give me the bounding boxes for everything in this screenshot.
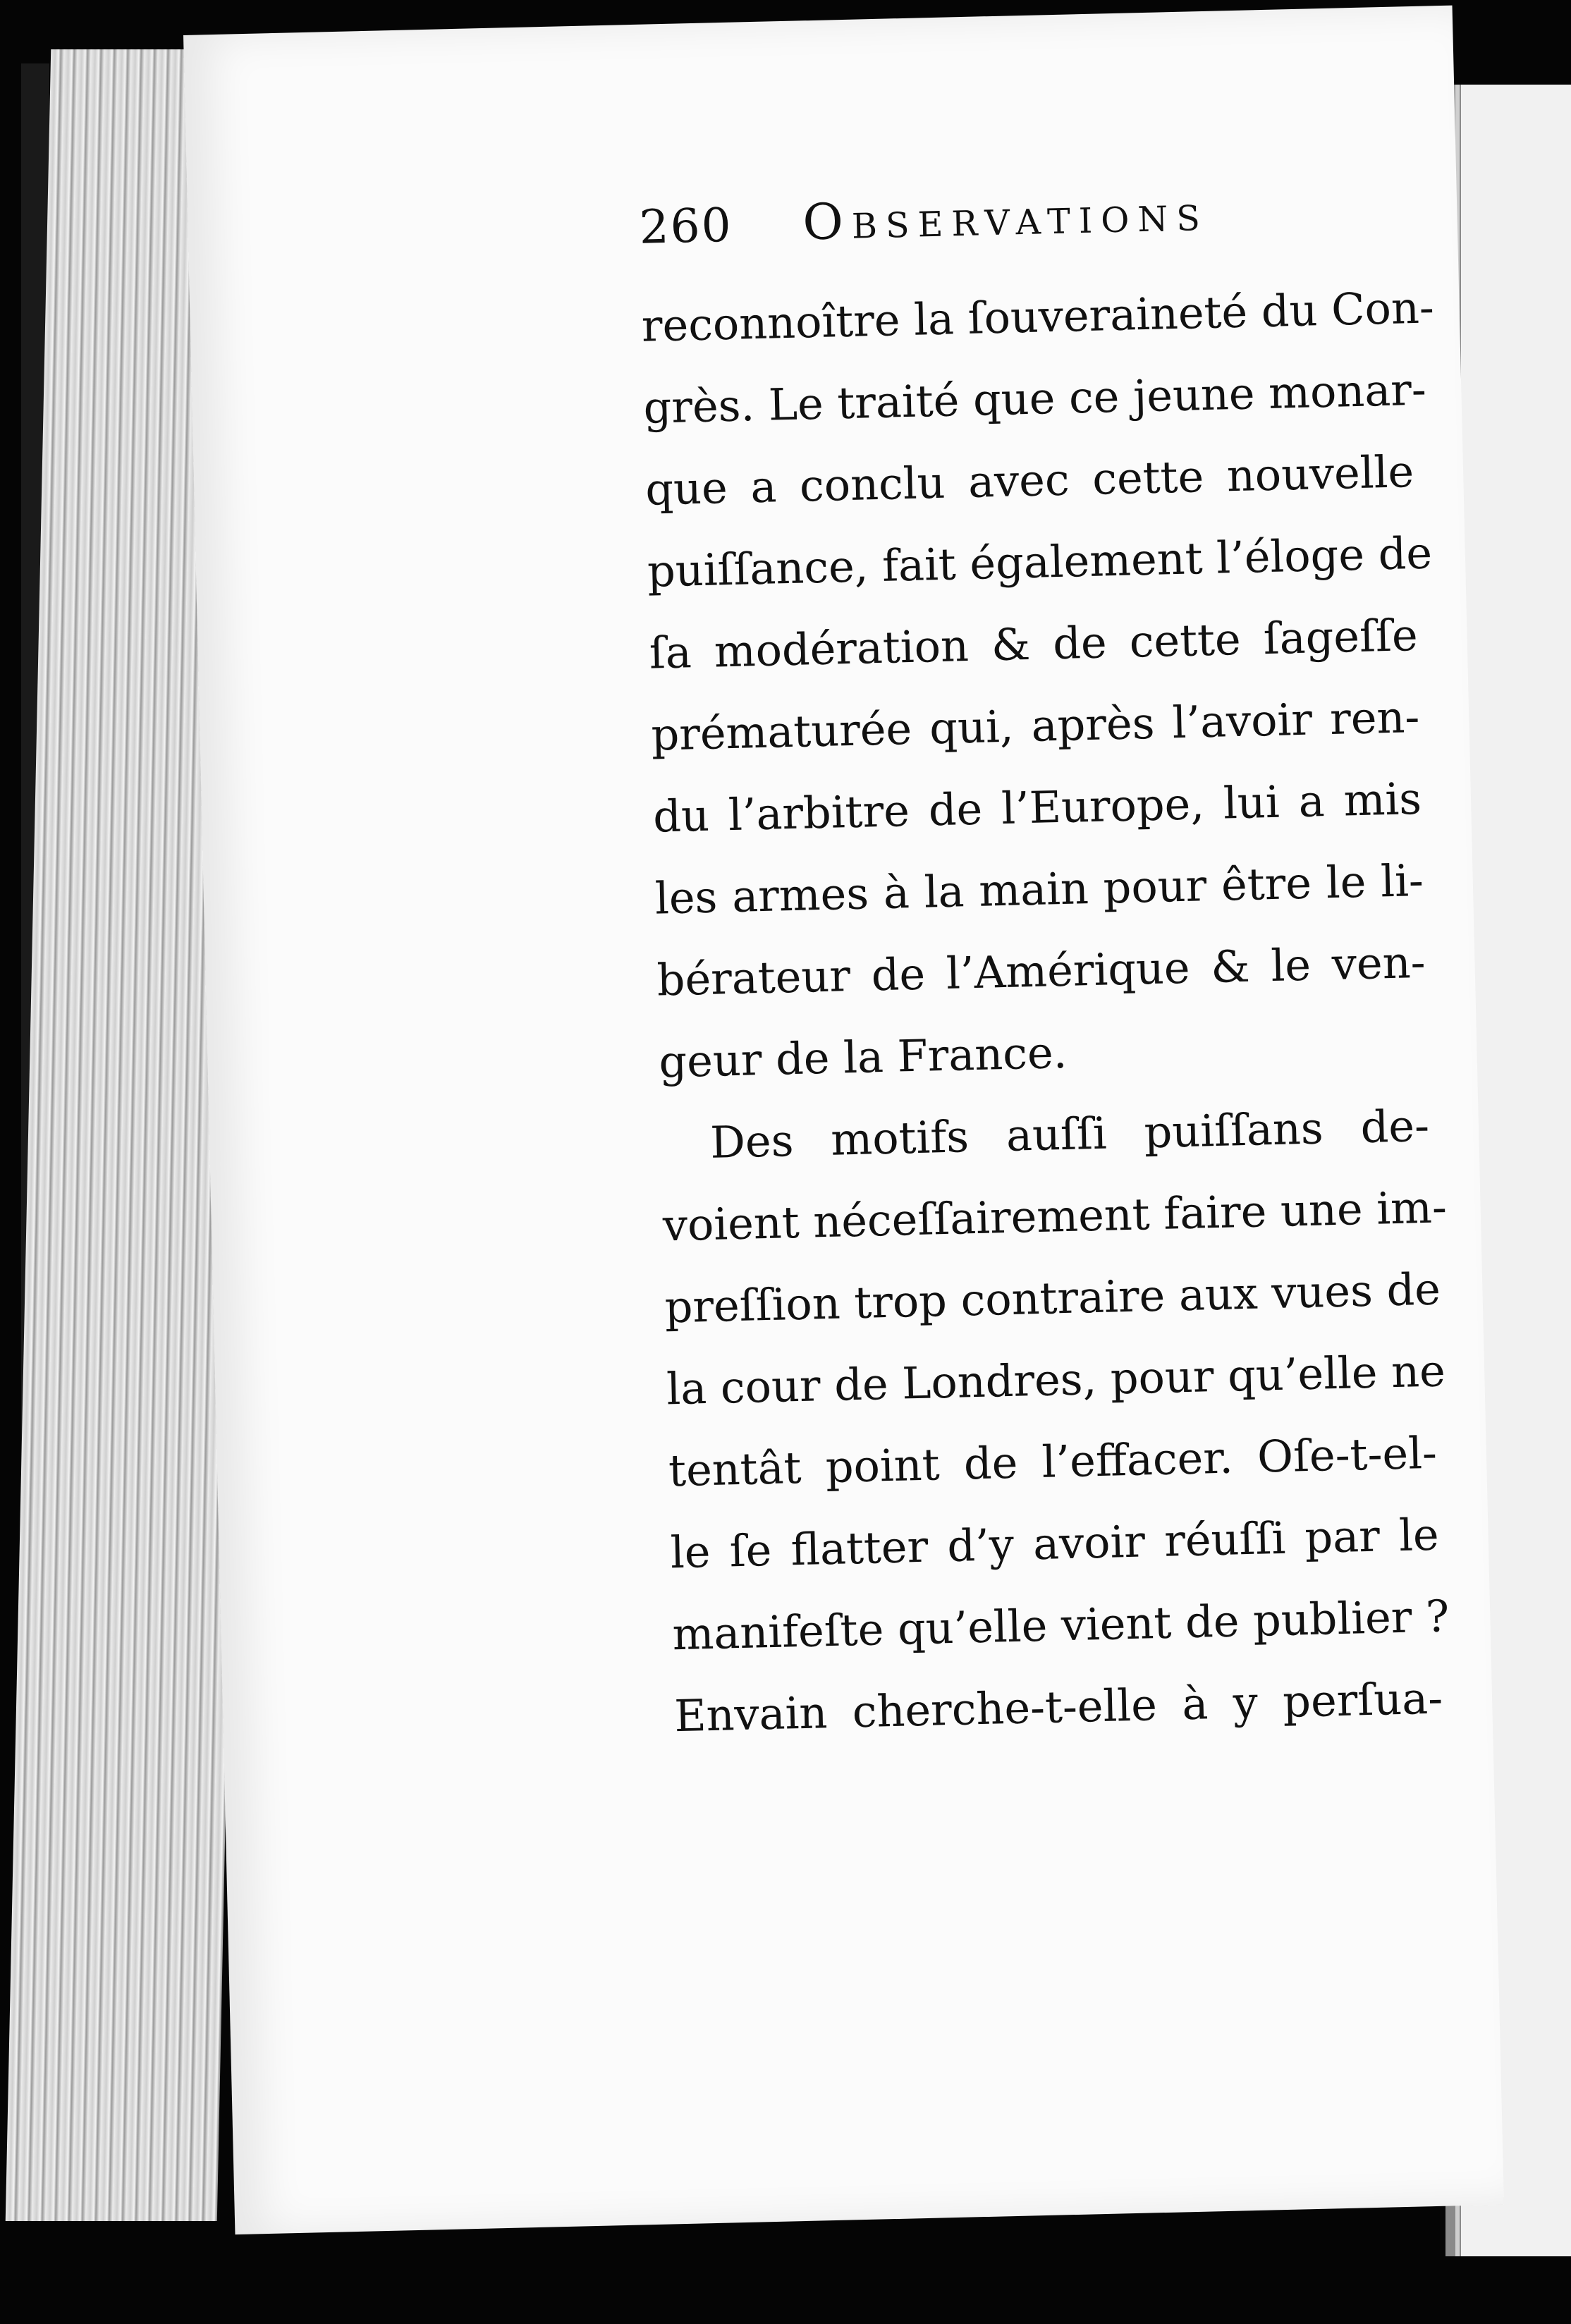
- text-line: Des motifs auſſi puiſſans de-: [709, 1099, 1430, 1168]
- text-line: les armes à la main pour être le li-: [654, 854, 1424, 924]
- text-line: Envain cherche-t-elle à y perſua-: [673, 1672, 1443, 1742]
- text-line: puiſſance, fait également l’éloge de: [647, 527, 1433, 597]
- text-line: manifeſte qu’elle vient de publier ?: [671, 1590, 1450, 1661]
- text-line: la cour de Londres, pour qu’elle ne: [666, 1345, 1446, 1415]
- text-line: ſa modération & de cette ſageſſe: [648, 609, 1419, 679]
- text-line: bérateur de l’Amérique & le ven-: [656, 936, 1426, 1006]
- running-title: Observations: [802, 183, 1209, 252]
- text-line: reconnoître la ſouveraineté du Con-: [641, 281, 1435, 352]
- text-line: voient néceſſairement faire une im-: [662, 1181, 1448, 1252]
- text-line: tentât point de l’effacer. Oſe-t-el-: [668, 1426, 1438, 1497]
- page-number: 260: [638, 197, 733, 255]
- text-line: prématurée qui, après l’avoir ren-: [650, 690, 1421, 761]
- book-page: [183, 6, 1504, 2235]
- text-line: du l’arbitre de l’Europe, lui a mis: [652, 772, 1422, 843]
- text-line: preſſion trop contraire aux vues de: [664, 1263, 1441, 1333]
- page-header: [639, 178, 1458, 261]
- text-line: que a conclu avec cette nouvelle: [644, 446, 1414, 515]
- page-text: [641, 267, 1450, 1757]
- text-line: le ſe flatter d’y avoir réuſſi par le: [670, 1508, 1440, 1579]
- text-line: geur de la France.: [658, 1026, 1068, 1088]
- text-line: grès. Le traité que ce jeune monar-: [642, 363, 1427, 434]
